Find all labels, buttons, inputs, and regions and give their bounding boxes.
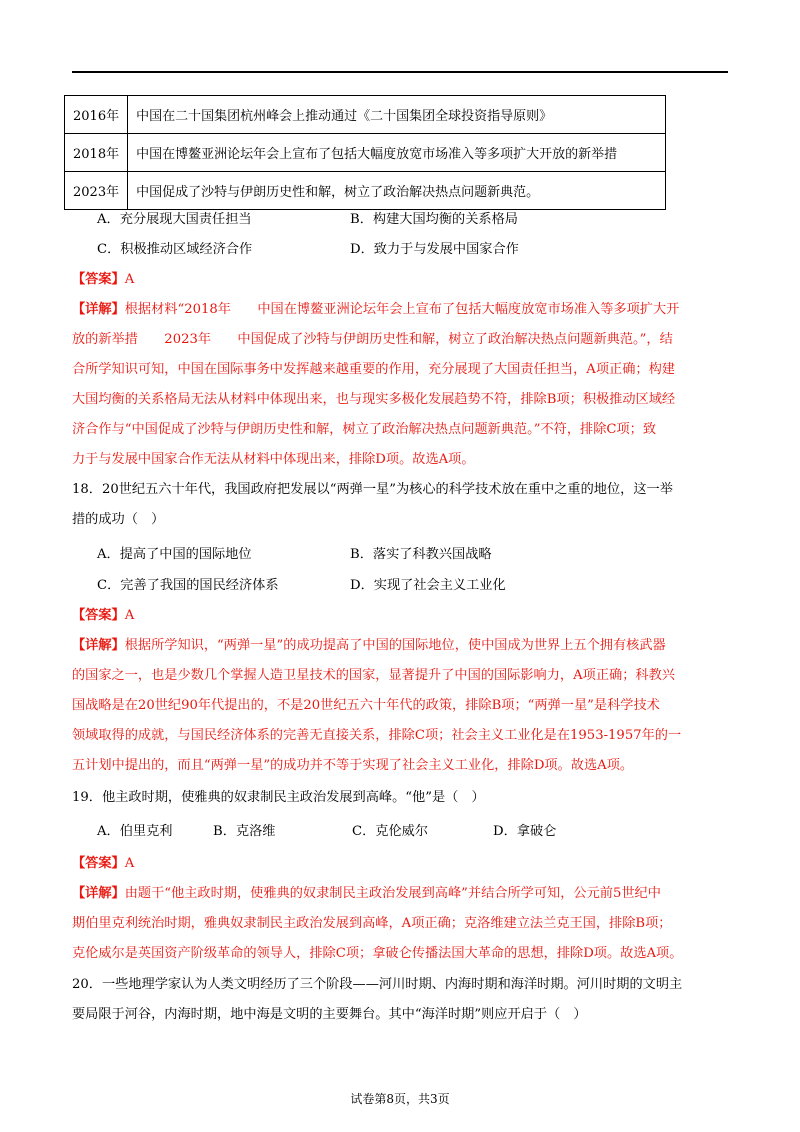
table-row xyxy=(65,96,666,134)
detail-text: 由题干“他主政时期，使雅典的奴隶制民主政治发展到高峰”并结合所学可知，公元前5世纪中 xyxy=(124,886,661,901)
q17-answer xyxy=(72,268,134,287)
q17-detail-line: 放的新举措 2023年 中国促成了沙特与伊朗历史性和解，树立了政治解决热点问题新典范。”，结 xyxy=(72,332,673,347)
table-year: 2018年 xyxy=(65,134,128,172)
q18-option-d: D．实现了社会主义工业化 xyxy=(350,578,506,593)
table-event: 中国促成了沙特与伊朗历史性和解，树立了政治解决热点问题新典范。 xyxy=(128,172,666,210)
q18-detail-line xyxy=(72,634,666,653)
q17-option-d: D．致力于与发展中国家合作 xyxy=(350,242,519,257)
answer-value: A xyxy=(124,272,135,287)
q18-option-a: A．提高了中国的国际地位 xyxy=(97,547,252,562)
q18-answer xyxy=(72,604,134,623)
answer-value: A xyxy=(124,856,135,871)
detail-tag: 【详解】 xyxy=(72,886,125,901)
q19-detail-line: 期伯里克利统治时期，雅典奴隶制民主政治发展到高峰，A项正确；克洛维建立法兰克王国，排除B项； xyxy=(72,916,672,931)
header-rule xyxy=(72,71,728,73)
q18-detail-line: 五计划中提出的，而且“两弹一星”的成功并不等于实现了社会主义工业化，排除D项。故选A项。 xyxy=(72,758,634,773)
q20-stem: 20．一些地理学家认为人类文明经历了三个阶段——河川时期、内海时期和海洋时期。河川时期的文明主 xyxy=(72,977,683,992)
q19-option-d: D．拿破仑 xyxy=(493,824,557,839)
page-footer: 试卷第8页，共3页 xyxy=(350,1092,450,1106)
answer-tag: 【答案】 xyxy=(72,272,125,287)
q17-detail-line xyxy=(72,298,679,317)
q19-option-b: B．克洛维 xyxy=(213,824,276,839)
answer-tag: 【答案】 xyxy=(72,856,125,871)
detail-tag: 【详解】 xyxy=(72,302,125,317)
q17-detail-line: 合所学知识可知，中国在国际事务中发挥越来越重要的作用，充分展现了大国责任担当，A项正确；构建 xyxy=(72,362,675,377)
table-row xyxy=(65,134,666,172)
q17-detail-line: 大国均衡的关系格局无法从材料中体现出来，也与现实多极化发展趋势不符，排除B项；积极推动区域经 xyxy=(72,392,676,407)
answer-value: A xyxy=(124,608,135,623)
q19-option-a: A．伯里克利 xyxy=(97,824,173,839)
q20-stem: 要局限于河谷，内海时期，地中海是文明的主要舞台。其中“海洋时期”则应开启于（ ） xyxy=(72,1007,587,1022)
q18-stem: 18．20世纪五六十年代，我国政府把发展以“两弹一星”为核心的科学技术放在重中之重的地位，这一举 xyxy=(72,482,673,497)
q17-detail-line: 力于与发展中国家合作无法从材料中体现出来，排除D项。故选A项。 xyxy=(72,452,475,467)
table-year: 2023年 xyxy=(65,172,128,210)
detail-text: 根据材料“2018年 中国在博鳌亚洲论坛年会上宣布了包括大幅度放宽市场准入等多项扩大开 xyxy=(124,302,680,317)
detail-text: 根据所学知识，“两弹一星”的成功提高了中国的国际地位，使中国成为世界上五个拥有核武器 xyxy=(124,638,666,653)
q19-detail-line xyxy=(72,882,661,901)
table-event: 中国在二十国集团杭州峰会上推动通过《二十国集团全球投资指导原则》 xyxy=(128,96,666,134)
q17-detail-line: 济合作与“中国促成了沙特与伊朗历史性和解，树立了政治解决热点问题新典范。”不符，排除C项；致 xyxy=(72,422,657,437)
q18-option-b: B．落实了科教兴国战略 xyxy=(350,547,492,562)
q18-detail-line: 的国家之一，也是少数几个掌握人造卫星技术的国家，显著提升了中国的国际影响力，A项正确；科教兴 xyxy=(72,668,675,683)
answer-tag: 【答案】 xyxy=(72,608,125,623)
table-year: 2016年 xyxy=(65,96,128,134)
q19-detail-line: 克伦威尔是英国资产阶级革命的领导人，排除C项；拿破仑传播法国大革命的思想，排除D项。故选A项。 xyxy=(72,946,683,961)
q17-option-a: A．充分展现大国责任担当 xyxy=(97,212,252,227)
q19-option-c: C．克伦威尔 xyxy=(352,824,429,839)
q18-detail-line: 领域取得的成就，与国民经济体系的完善无直接关系，排除C项；社会主义工业化是在1953-1957年的一 xyxy=(72,728,682,743)
table-event: 中国在博鳌亚洲论坛年会上宣布了包括大幅度放宽市场准入等多项扩大开放的新举措 xyxy=(128,134,666,172)
material-table xyxy=(64,95,666,210)
q19-stem: 19．他主政时期，使雅典的奴隶制民主政治发展到高峰。“他”是（ ） xyxy=(72,790,485,805)
table-row xyxy=(65,172,666,210)
q18-option-c: C．完善了我国的国民经济体系 xyxy=(97,578,279,593)
q19-answer xyxy=(72,852,134,871)
q17-option-c: C．积极推动区域经济合作 xyxy=(97,242,253,257)
q17-option-b: B．构建大国均衡的关系格局 xyxy=(350,212,518,227)
q18-detail-line: 国战略是在20世纪90年代提出的，不是20世纪五六十年代的政策，排除B项；“两弹一星”是科学技术 xyxy=(72,698,660,713)
detail-tag: 【详解】 xyxy=(72,638,125,653)
q18-stem: 措的成功（ ） xyxy=(72,512,165,527)
